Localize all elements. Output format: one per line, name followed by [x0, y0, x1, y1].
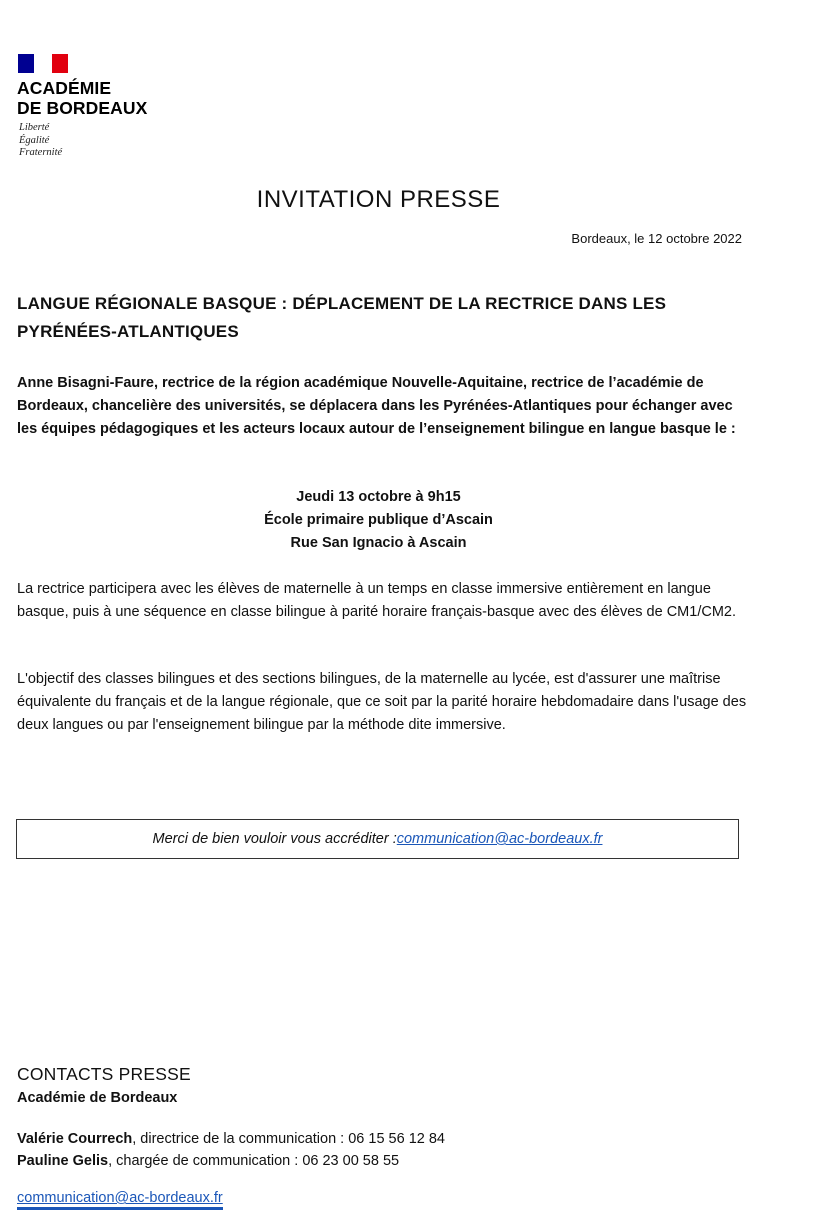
event-when: Jeudi 13 octobre à 9h15 — [296, 489, 461, 505]
document-date: Bordeaux, le 12 octobre 2022 — [571, 231, 742, 246]
accreditation-box — [16, 819, 739, 859]
motto-liberte: Liberté — [19, 122, 50, 133]
logo-name-line1: ACADÉMIE — [17, 78, 112, 98]
contact-person-1 — [17, 1131, 445, 1147]
event-address: Rue San Ignacio à Ascain — [290, 535, 467, 551]
motto-fraternite: Fraternité — [19, 147, 63, 158]
event-place: École primaire publique d’Ascain — [264, 512, 493, 528]
accreditation-email-link[interactable]: communication@ac-bordeaux.fr — [396, 831, 603, 847]
republic-motto — [19, 122, 62, 160]
logo-name-line2: DE BORDEAUX — [17, 98, 148, 118]
paragraph-1: La rectrice participera avec les élèves de maternelle à un temps en classe immersive entièrement en langue basque, puis à une séquence en classe bilingue à parité horaire français-basque avec des élèves de CM1/CM2. — [17, 581, 736, 620]
accreditation-text: Merci de bien vouloir vous accréditer : — [152, 831, 397, 847]
contact-1-role: , directrice de la communication : 06 15 56 12 84 — [132, 1131, 445, 1147]
paragraph-2: L'objectif des classes bilingues et des sections bilingues, de la maternelle au lycée, est d'assurer une maîtrise équivalente du français et de la langue régionale, que ce soit par la parité horaire hebdomadaire dans l'usage des deux langues ou par l'enseignement bilingue par la méthode dite immersive. — [17, 671, 747, 733]
document-title: INVITATION PRESSE — [256, 186, 501, 213]
headline: LANGUE RÉGIONALE BASQUE : DÉPLACEMENT DE LA RECTRICE DANS LES PYRÉNÉES-ATLANTIQUES — [17, 294, 667, 341]
academie-logo-name — [17, 78, 147, 118]
event-details — [0, 486, 757, 555]
contacts-org: Académie de Bordeaux — [17, 1090, 178, 1106]
contacts-email-link[interactable]: communication@ac-bordeaux.fr — [17, 1190, 223, 1210]
contact-2-role: , chargée de communication : 06 23 00 58 55 — [108, 1153, 400, 1169]
republique-flag-logo — [18, 54, 68, 73]
motto-egalite: Égalité — [19, 134, 50, 146]
contact-2-name: Pauline Gelis — [17, 1153, 109, 1169]
contact-person-2 — [17, 1153, 399, 1169]
contact-1-name: Valérie Courrech — [17, 1131, 133, 1147]
intro-paragraph: Anne Bisagni-Faure, rectrice de la région académique Nouvelle-Aquitaine, rectrice de l’académie de Bordeaux, chancelière des universités, se déplacera dans les Pyrénées-Atlantiques pour échanger avec les équipes pédagogiques et les acteurs locaux autour de l’enseignement bilingue en langue basque le : — [17, 375, 736, 437]
contacts-title: CONTACTS PRESSE — [17, 1064, 191, 1084]
